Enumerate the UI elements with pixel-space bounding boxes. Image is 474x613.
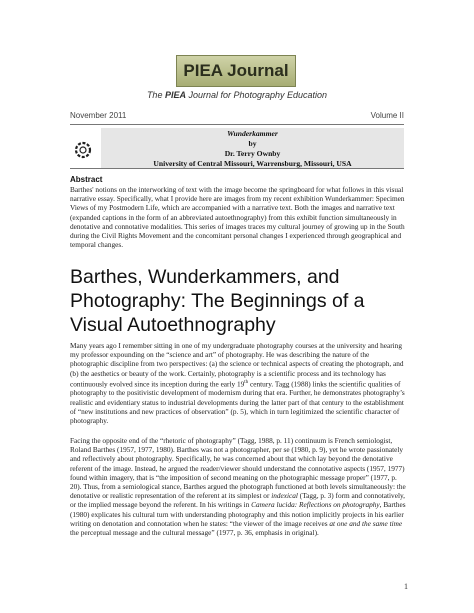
para2-text-c: , Barthes (1980) explicates his cultural turn with understanding photography and this notion implicitly projects in his earlier writing on denotation and connotation when he states: “the viewer of the image receives: [70, 500, 406, 528]
tagline-pre: The: [146, 90, 165, 100]
author-affiliation: University of Central Missouri, Warrensburg, Missouri, USA: [153, 159, 352, 168]
article-info-box: [101, 128, 404, 168]
para1-text-b: century. Tagg (1988) links the scientific qualities of photography to the positivistic development of modernism during that era. Further, he demonstrates photography’s realistic and evidentiary status to industrial developments during the latter part of that century to the establishment of “new institutions and new practices of observation” (p. 5), which in turn legitimized the scientific character of photography.: [70, 379, 405, 426]
para2-italic-2: Camera lucida: Reflections on photography: [251, 500, 380, 510]
page-number: 1: [404, 582, 408, 591]
para2-italic-1: indexical: [271, 491, 298, 501]
abstract-text: Barthes' notions on the interworking of text with the image become the springboard for what follows in this visual narrative essay. Specifically, what I provide here are images from my recent exhibition Wunderkammer: Specimen Views of my Postmodern Life, which are accompanied with a narrative text. Both the images and narrative text (expanded captions in the form of an abbreviated autoethnography) from this exhibit function simultaneously in denotative and connotative modalities. This series of images traces my cultural journey of growing up in the South during the Civil Rights Movement and the concomitant personal changes I experienced through geographical and temporal changes.: [70, 185, 405, 250]
tagline-bold: PIEA: [164, 90, 186, 100]
logo-text: PIEA Journal: [183, 61, 289, 80]
para1-superscript: th: [244, 379, 249, 385]
issue-date: November 2011: [70, 111, 127, 120]
abstract-heading: Abstract: [70, 175, 103, 184]
para2-text-a: Facing the opposite end of the “rhetoric of photography” (Tagg, 1988, p. 11) continuum is French semiologist, Roland Barthes (1957, 1977, 1980). Barthes was not a photographer, per se (1980, p. 9), yet he wrote passionately and reflectively about photography. Specifically, he was concerned about that which lay beyond the denotative referent of the image. Instead, he argued the reader/viewer should understand the connotative aspects (1957, 1977) found within imagery, that is “the imposition of second meaning on the photographic message proper” (1977, p. 20). Thus, from a semiological stance, Barthes argued the photograph functioned at both levels simultaneously: the denotative or realistic representation of the referent at its simplest or: [70, 436, 406, 501]
journal-tagline: [0, 90, 474, 100]
para2-italic-3: at one and the same time: [329, 518, 403, 528]
open-access-icon: [74, 141, 92, 159]
info-divider: [70, 168, 404, 169]
para2-text-d: the perceptual message and the cultural message” (1977, p. 36, emphasis in original).: [70, 528, 319, 538]
body-paragraph-1: [70, 341, 406, 425]
para2-text-b: (Tagg, p. 3) form and connotatively, or the implied message beyond the referent. In his writings in: [70, 491, 405, 510]
journal-logo: [176, 55, 296, 87]
article-title: Barthes, Wunderkammers, and Photography: The Beginnings of a Visual Autoethnography: [70, 266, 365, 336]
tagline-post: Journal for Photography Education: [185, 90, 328, 100]
header-divider: [70, 124, 404, 125]
issue-volume: Volume II: [370, 111, 404, 120]
para1-text-a: Many years ago I remember sitting in one of my undergraduate photography courses at the university and hearing my professor expounding on the “science and art” of photography. He was describing the nature of the photographic discipline from two perspectives: (a) the science or technical aspects of creating the photograph, and (b) the aesthetics or beauty of the work. Certainly, photography is a scientific process and its technology has continuously evolved since its inception during the early 19: [70, 341, 404, 389]
by-line: by: [248, 139, 257, 148]
author-name: Dr. Terry Ownby: [224, 149, 281, 158]
exhibit-title: Wunderkammer: [227, 129, 278, 138]
body-paragraph-2: [70, 436, 406, 537]
